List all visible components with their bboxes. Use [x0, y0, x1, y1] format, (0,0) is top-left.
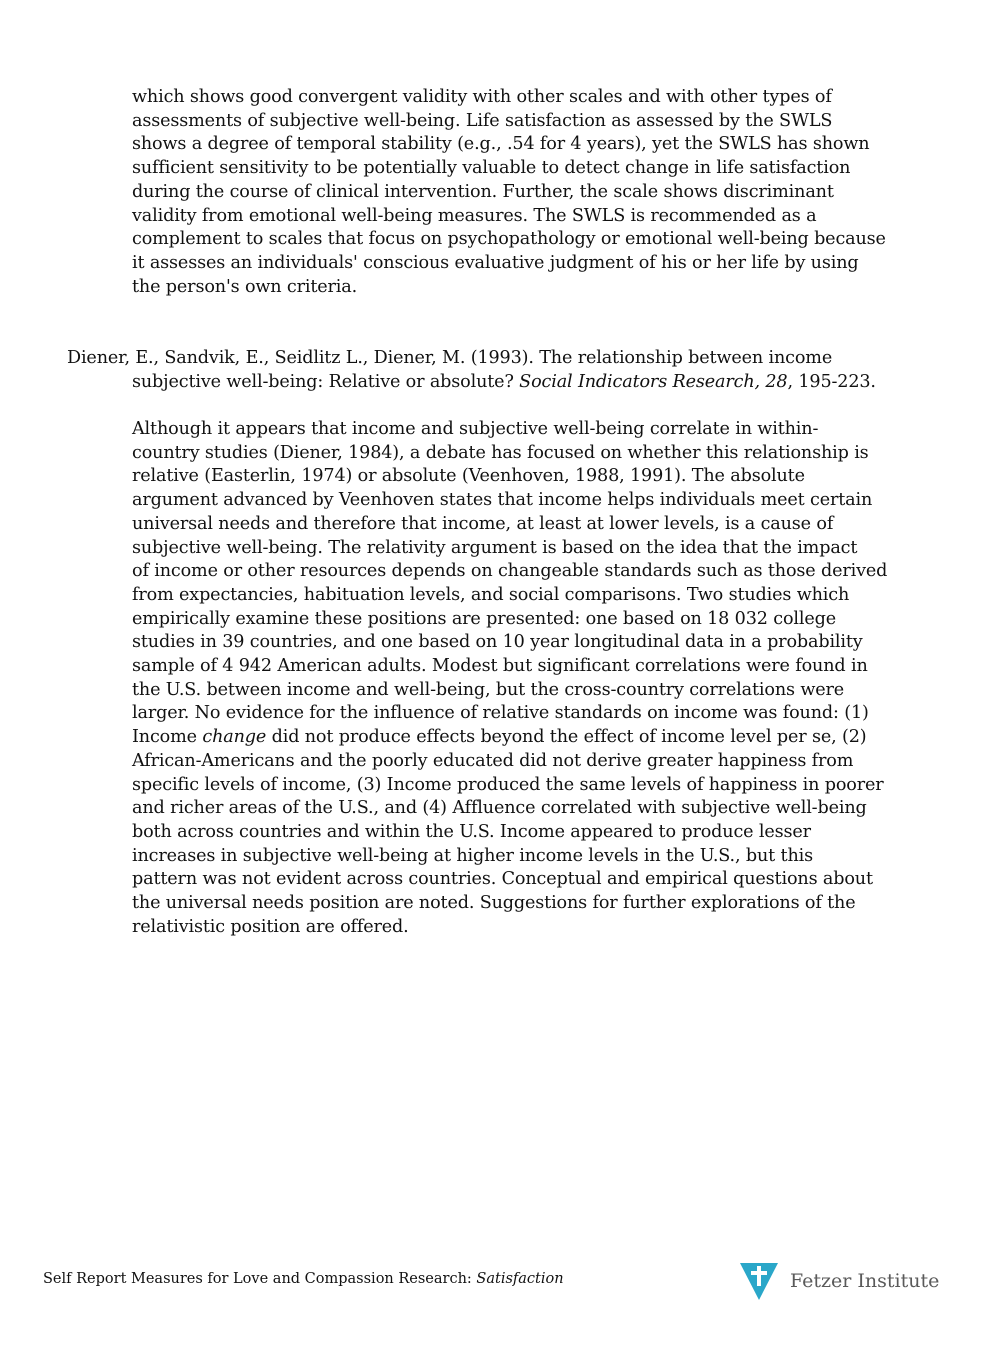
logo-name: Fetzer Institute	[790, 1270, 940, 1292]
text-line: it assesses an individuals' conscious evaluative judgment of his or her life by using	[132, 252, 859, 273]
text-line: sample of 4 942 American adults. Modest but significant correlations were found in	[132, 656, 868, 677]
text-line: from expectancies, habituation levels, and social comparisons. Two studies which	[132, 584, 850, 605]
text-line	[132, 726, 912, 750]
text-span: did not produce effects beyond the effect of income level per se, (2)	[266, 727, 867, 748]
fetzer-logo	[739, 1260, 939, 1302]
citation-journal: Social Indicators Research, 28	[519, 371, 788, 392]
text-line: shows a degree of temporal stability (e.g., .54 for 4 years), yet the SWLS has shown	[132, 134, 870, 155]
citation-pages: , 195-223.	[787, 371, 876, 392]
citation-title-end: subjective well-being: Relative or absolute?	[132, 371, 520, 392]
text-line: empirically examine these positions are presented: one based on 18 032 college	[132, 608, 836, 629]
abstract-paragraph-1	[132, 86, 912, 299]
text-line: country studies (Diener, 1984), a debate has focused on whether this relationship is	[132, 442, 869, 463]
text-line: argument advanced by Veenhoven states that income helps individuals meet certain	[132, 490, 873, 511]
citation-line-1: Diener, E., Sandvik, E., Seidlitz L., Diener, M. (1993). The relationship between income	[67, 348, 833, 368]
text-line: during the course of clinical intervention. Further, the scale shows discriminant	[132, 181, 834, 202]
text-line: relative (Easterlin, 1974) or absolute (Veenhoven, 1988, 1991). The absolute	[132, 466, 805, 487]
emphasis-change: change	[202, 727, 267, 748]
citation-line-2	[67, 371, 912, 395]
text-line: and richer areas of the U.S., and (4) Affluence correlated with subjective well-being	[132, 798, 867, 819]
text-line: complement to scales that focus on psychopathology or emotional well-being because	[132, 229, 886, 250]
text-line: Although it appears that income and subjective well-being correlate in within-	[132, 419, 819, 439]
text-line: which shows good convergent validity with other scales and with other types of	[132, 87, 832, 107]
footer-section: Satisfaction	[476, 1271, 564, 1287]
text-line: the person's own criteria.	[132, 276, 358, 297]
text-span: Income	[132, 727, 203, 748]
text-line: validity from emotional well-being measures. The SWLS is recommended as a	[132, 205, 817, 226]
text-line: larger. No evidence for the influence of relative standards on income was found: (1)	[132, 703, 869, 724]
abstract-paragraph-2	[132, 418, 912, 939]
text-line: universal needs and therefore that income, at least at lower levels, is a cause of	[132, 513, 834, 534]
text-line: the universal needs position are noted. Suggestions for further explorations of the	[132, 893, 856, 914]
footer-series: Self Report Measures for Love and Compassion Research:	[43, 1271, 477, 1287]
text-line: studies in 39 countries, and one based on 10 year longitudinal data in a probability	[132, 632, 863, 653]
text-line: increases in subjective well-being at higher income levels in the U.S., but this	[132, 845, 814, 866]
reference-citation	[67, 347, 912, 394]
text-line: specific levels of income, (3) Income produced the same levels of happiness in poorer	[132, 774, 884, 795]
text-line: African-Americans and the poorly educated did not derive greater happiness from	[132, 750, 854, 771]
text-line: relativistic position are offered.	[132, 916, 409, 937]
text-line: assessments of subjective well-being. Life satisfaction as assessed by the SWLS	[132, 110, 833, 131]
text-line: subjective well-being. The relativity argument is based on the idea that the impact	[132, 537, 858, 558]
text-line: of income or other resources depends on changeable standards such as those derived	[132, 561, 888, 582]
text-line: the U.S. between income and well-being, but the cross-country correlations were	[132, 679, 845, 700]
footer-title	[43, 1271, 564, 1287]
text-line: sufficient sensitivity to be potentially valuable to detect change in life satisfaction	[132, 158, 851, 179]
text-line: both across countries and within the U.S. Income appeared to produce lesser	[132, 821, 811, 842]
text-line: pattern was not evident across countries. Conceptual and empirical questions about	[132, 869, 873, 890]
fetzer-logo-icon	[739, 1260, 779, 1302]
